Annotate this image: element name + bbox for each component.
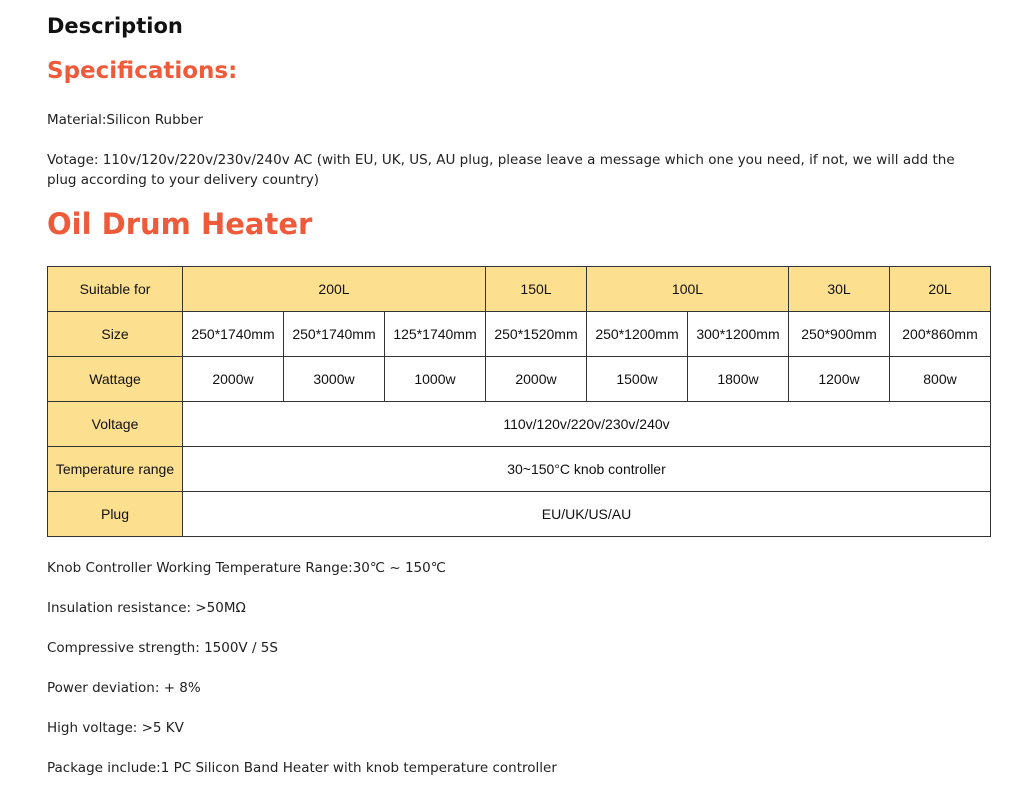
- voltage-text: Votage: 110v/120v/220v/230v/240v AC (with EU, UK, US, AU plug, please leave a message which one you need, if not, we will add the plug according to your delivery country): [47, 152, 955, 188]
- plug-value: EU/UK/US/AU: [183, 492, 991, 537]
- capacity-cell: 200L: [183, 267, 486, 312]
- specifications-heading: Specifications:: [47, 58, 238, 84]
- description-heading: Description: [47, 14, 183, 38]
- wattage-cell: 1000w: [385, 357, 486, 402]
- table-row-size: [48, 312, 991, 357]
- temperature-label: Temperature range: [48, 447, 183, 492]
- size-cell: 250*1740mm: [183, 312, 284, 357]
- capacity-cell: 150L: [486, 267, 587, 312]
- material-text: Material:Silicon Rubber: [47, 112, 204, 128]
- wattage-cell: 2000w: [486, 357, 587, 402]
- spec-table: [47, 266, 991, 537]
- wattage-cell: 800w: [890, 357, 991, 402]
- size-cell: 250*1520mm: [486, 312, 587, 357]
- detail-compressive: Compressive strength: 1500V / 5S: [47, 640, 278, 656]
- table-row-suitable: [48, 267, 991, 312]
- size-cell: 300*1200mm: [688, 312, 789, 357]
- size-cell: 250*1200mm: [587, 312, 688, 357]
- voltage-label: Voltage: [48, 402, 183, 447]
- size-cell: 250*900mm: [789, 312, 890, 357]
- detail-power-deviation: Power deviation: + 8%: [47, 680, 201, 696]
- detail-insulation: Insulation resistance: >50MΩ: [47, 600, 246, 616]
- capacity-cell: 20L: [890, 267, 991, 312]
- wattage-cell: 3000w: [284, 357, 385, 402]
- detail-temperature-range: Knob Controller Working Temperature Range:30℃ ~ 150℃: [47, 560, 446, 576]
- suitable-label: Suitable for: [48, 267, 183, 312]
- size-label: Size: [48, 312, 183, 357]
- plug-label: Plug: [48, 492, 183, 537]
- table-row-wattage: [48, 357, 991, 402]
- size-cell: 200*860mm: [890, 312, 991, 357]
- wattage-cell: 1500w: [587, 357, 688, 402]
- product-title: Oil Drum Heater: [47, 207, 313, 241]
- detail-high-voltage: High voltage: >5 KV: [47, 720, 184, 736]
- wattage-label: Wattage: [48, 357, 183, 402]
- size-cell: 250*1740mm: [284, 312, 385, 357]
- capacity-cell: 100L: [587, 267, 789, 312]
- table-row-voltage: [48, 402, 991, 447]
- voltage-value: 110v/120v/220v/230v/240v: [183, 402, 991, 447]
- table-row-temperature: [48, 447, 991, 492]
- size-cell: 125*1740mm: [385, 312, 486, 357]
- wattage-cell: 2000w: [183, 357, 284, 402]
- detail-package: Package include:1 PC Silicon Band Heater with knob temperature controller: [47, 760, 557, 776]
- table-row-plug: [48, 492, 991, 537]
- temperature-value: 30~150°C knob controller: [183, 447, 991, 492]
- wattage-cell: 1200w: [789, 357, 890, 402]
- wattage-cell: 1800w: [688, 357, 789, 402]
- capacity-cell: 30L: [789, 267, 890, 312]
